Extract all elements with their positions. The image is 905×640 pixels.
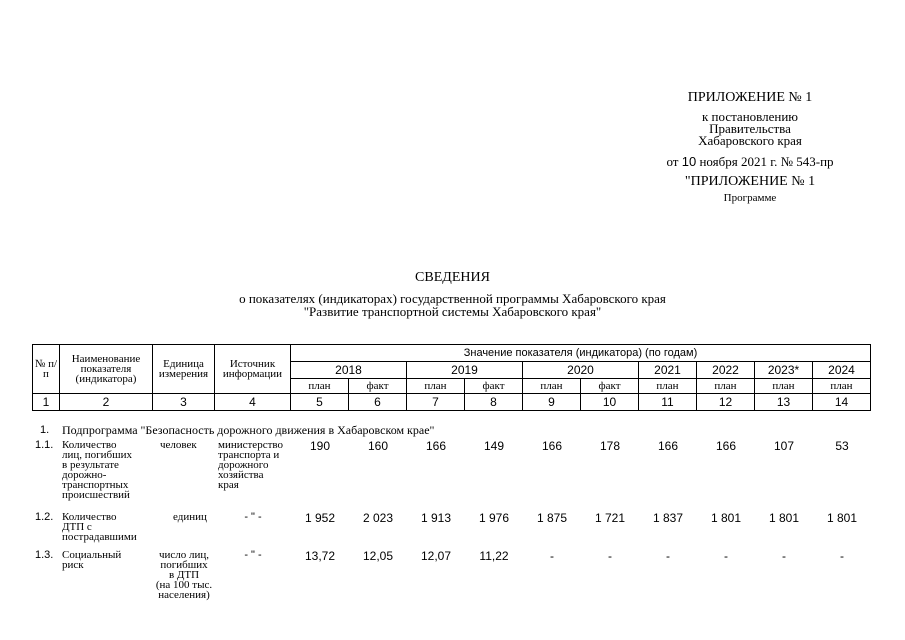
appendix-line-2: к постановлению: [701, 109, 799, 124]
row-source-line: транспорта и: [218, 449, 280, 461]
header-fact: факт: [465, 379, 523, 394]
row-unit: [160, 512, 220, 522]
column-number: 11: [639, 394, 697, 411]
row-source-line: - " -: [244, 511, 262, 523]
value-cell: 2 023: [362, 511, 394, 525]
appendix-date-line: [650, 154, 850, 170]
value-cell: -: [608, 549, 612, 563]
column-number: 6: [349, 394, 407, 411]
row-number: 1.3.: [35, 549, 54, 561]
value-cell: -: [782, 549, 786, 563]
value-cell: 149: [483, 439, 505, 453]
header-source: Источник информации: [215, 345, 291, 394]
row-name-line: транспортных: [62, 479, 129, 491]
row-name-line: дорожно-: [62, 469, 107, 481]
row-name-line: Социальный: [62, 549, 122, 561]
document-subtitle-1: о показателях (индикаторах) государственной программы Хабаровского края: [239, 291, 666, 306]
column-number: 4: [215, 394, 291, 411]
header-year-2021: 2021: [639, 362, 697, 379]
appendix-line-7: Программе: [723, 192, 777, 204]
row-source: [222, 550, 284, 560]
value-cell: 190: [309, 439, 331, 453]
row-name-line: пострадавшими: [62, 531, 137, 543]
header-plan: план: [813, 379, 871, 394]
column-number: 12: [697, 394, 755, 411]
value-cell: 1 801: [826, 511, 858, 525]
value-cell: 12,05: [362, 549, 394, 563]
header-plan: план: [755, 379, 813, 394]
value-cell: 13,72: [304, 549, 336, 563]
appendix-original-title: "ПРИЛОЖЕНИЕ № 1: [684, 174, 816, 189]
header-name: Наименование показателя (индикатора): [60, 345, 153, 394]
section-number: 1.: [40, 424, 50, 436]
appendix-title: ПРИЛОЖЕНИЕ № 1: [687, 90, 813, 105]
column-number: 7: [407, 394, 465, 411]
value-cell: -: [724, 549, 728, 563]
header-plan: план: [407, 379, 465, 394]
header-plan: план: [523, 379, 581, 394]
row-source-line: министерство: [218, 439, 284, 451]
column-number: 8: [465, 394, 523, 411]
row-name-line: Количество: [62, 511, 117, 523]
value-cell: 107: [773, 439, 795, 453]
row-unit-line: населения): [158, 589, 210, 601]
header-plan: план: [291, 379, 349, 394]
value-cell: -: [840, 549, 844, 563]
header-plan: план: [639, 379, 697, 394]
value-cell: 166: [541, 439, 563, 453]
header-year-2020: 2020: [523, 362, 639, 379]
column-number: 1: [33, 394, 60, 411]
value-cell: 166: [715, 439, 737, 453]
column-number: 2: [60, 394, 153, 411]
column-number: 14: [813, 394, 871, 411]
value-cell: 53: [835, 439, 849, 453]
header-unit: Единица измерения: [153, 345, 215, 394]
header-fact: факт: [581, 379, 639, 394]
column-number: 3: [153, 394, 215, 411]
value-cell: 1 801: [710, 511, 742, 525]
indicators-table-header: [32, 344, 871, 411]
appendix-date-day: 10: [681, 154, 697, 169]
column-number: 13: [755, 394, 813, 411]
header-year-2024: 2024: [813, 362, 871, 379]
row-unit-line: человек: [160, 439, 197, 451]
row-source: [222, 512, 284, 522]
row-name-line: риск: [62, 559, 84, 571]
row-unit: [148, 550, 220, 600]
header-year-2022: 2022: [697, 362, 755, 379]
document-subtitle-2: "Развитие транспортной системы Хабаровского края": [303, 304, 602, 319]
row-unit: [160, 440, 220, 450]
header-year-2023: 2023*: [755, 362, 813, 379]
header-year-2018: 2018: [291, 362, 407, 379]
column-number: 10: [581, 394, 639, 411]
column-number: 5: [291, 394, 349, 411]
document-heading: СВЕДЕНИЯ: [415, 270, 490, 285]
row-name: [62, 440, 154, 500]
row-source: [218, 440, 294, 490]
value-cell: 1 837: [652, 511, 684, 525]
row-unit-line: (на 100 тыс.: [155, 579, 213, 591]
row-unit-line: число лиц,: [158, 549, 210, 561]
row-name: [62, 512, 154, 542]
value-cell: 166: [425, 439, 447, 453]
header-value: Значение показателя (индикатора) (по годам): [291, 345, 871, 362]
row-unit-line: погибших: [160, 559, 208, 571]
appendix-line-3: Правительства: [709, 121, 791, 136]
header-fact: факт: [349, 379, 407, 394]
row-unit-line: единиц: [173, 511, 207, 523]
row-unit-line: в ДТП: [168, 569, 200, 581]
row-source-line: края: [218, 479, 239, 491]
appendix-date-rest: ноября 2021 г. № 543-пр: [696, 154, 834, 169]
row-name-line: происшествий: [62, 489, 130, 501]
row-source-line: - " -: [244, 549, 262, 561]
value-cell: -: [666, 549, 670, 563]
appendix-date-prefix: от: [666, 154, 682, 169]
value-cell: 12,07: [420, 549, 452, 563]
row-number: 1.1.: [35, 439, 54, 451]
value-cell: 1 875: [536, 511, 568, 525]
row-name: [62, 550, 154, 570]
value-cell: -: [550, 549, 554, 563]
row-source-line: дорожного: [218, 459, 269, 471]
row-source-line: хозяйства: [218, 469, 264, 481]
header-year-2019: 2019: [407, 362, 523, 379]
appendix-line-4: Хабаровского края: [698, 133, 802, 148]
value-cell: 1 801: [768, 511, 800, 525]
row-name-line: лиц, погибших: [62, 449, 133, 461]
value-cell: 166: [657, 439, 679, 453]
header-num: № п/п: [33, 345, 60, 394]
value-cell: 1 952: [304, 511, 336, 525]
value-cell: 1 976: [478, 511, 510, 525]
value-cell: 1 721: [594, 511, 626, 525]
row-name-line: в результате: [62, 459, 119, 471]
header-plan: план: [697, 379, 755, 394]
value-cell: 11,22: [479, 549, 509, 563]
value-cell: 178: [599, 439, 621, 453]
row-number: 1.2.: [35, 511, 54, 523]
section-title: Подпрограмма "Безопасность дорожного движения в Хабаровском крае": [62, 423, 435, 437]
column-number: 9: [523, 394, 581, 411]
row-name-line: ДТП с: [62, 521, 92, 533]
value-cell: 160: [367, 439, 389, 453]
value-cell: 1 913: [420, 511, 452, 525]
row-name-line: Количество: [62, 439, 117, 451]
